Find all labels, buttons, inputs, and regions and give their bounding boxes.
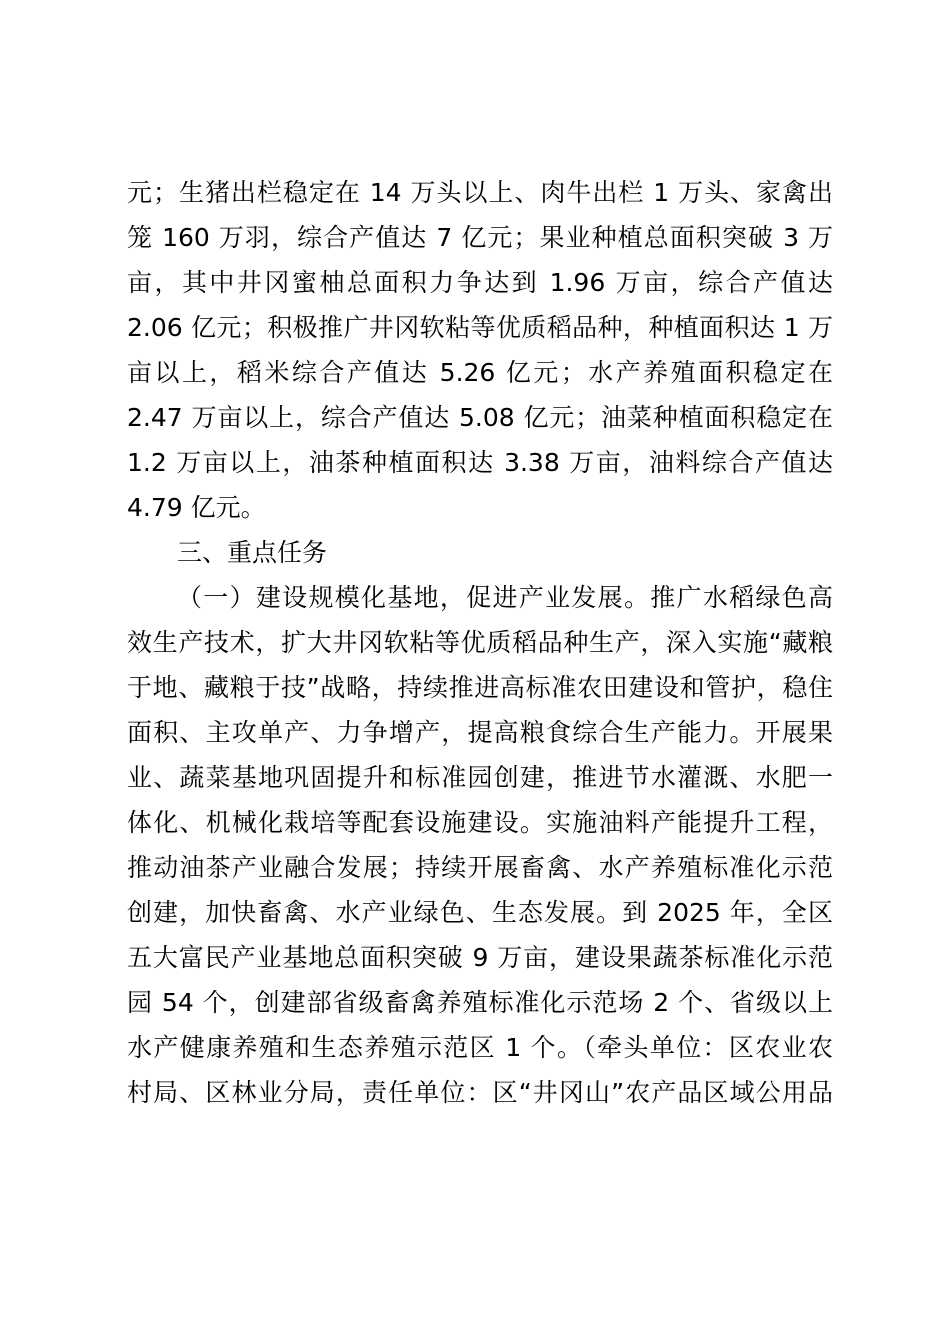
text-line: （一）建设规模化基地，促进产业发展。推广水稻绿色高 (177, 583, 833, 612)
text-line: 亩，其中井冈蜜柚总面积力争达到 1.96 万亩，综合产值达 (127, 268, 833, 297)
paragraph-key-tasks (127, 575, 833, 1115)
paragraph-targets (127, 170, 833, 530)
text-line: 效生产技术，扩大井冈软粘等优质稻品种生产，深入实施“藏粮 (127, 628, 833, 657)
text-line: 4.79 亿元。 (127, 493, 266, 522)
text-line: 村局、区林业分局，责任单位：区“井冈山”农产品区域公用品 (127, 1078, 833, 1107)
text-line: 2.47 万亩以上，综合产值达 5.08 亿元；油菜种植面积稳定在 (127, 403, 833, 432)
text-line: 2.06 亿元；积极推广井冈软粘等优质稻品种，种植面积达 1 万 (127, 313, 833, 342)
text-line: 元；生猪出栏稳定在 14 万头以上、肉牛出栏 1 万头、家禽出 (127, 178, 833, 207)
text-line: 业、蔬菜基地巩固提升和标准园创建，推进节水灌溉、水肥一 (127, 763, 833, 792)
text-line: 创建，加快畜禽、水产业绿色、生态发展。到 2025 年，全区 (127, 898, 833, 927)
text-line: 园 54 个，创建部省级畜禽养殖标准化示范场 2 个、省级以上 (127, 988, 833, 1017)
text-line: 笼 160 万羽，综合产值达 7 亿元；果业种植总面积突破 3 万 (127, 223, 833, 252)
document-page (127, 170, 833, 1115)
text-line: 1.2 万亩以上，油茶种植面积达 3.38 万亩，油料综合产值达 (127, 448, 833, 477)
text-line: 推动油茶产业融合发展；持续开展畜禽、水产养殖标准化示范 (127, 853, 833, 882)
text-line: 体化、机械化栽培等配套设施建设。实施油料产能提升工程， (127, 808, 833, 837)
text-line: 于地、藏粮于技”战略，持续推进高标准农田建设和管护，稳住 (127, 673, 833, 702)
text-line: 水产健康养殖和生态养殖示范区 1 个。（牵头单位：区农业农 (127, 1033, 833, 1062)
text-line: 面积、主攻单产、力争增产，提高粮食综合生产能力。开展果 (127, 718, 833, 747)
text-line: 五大富民产业基地总面积突破 9 万亩，建设果蔬茶标准化示范 (127, 943, 833, 972)
section-heading: 三、重点任务 (177, 538, 328, 567)
text-line: 亩以上，稻米综合产值达 5.26 亿元；水产养殖面积稳定在 (127, 358, 833, 387)
